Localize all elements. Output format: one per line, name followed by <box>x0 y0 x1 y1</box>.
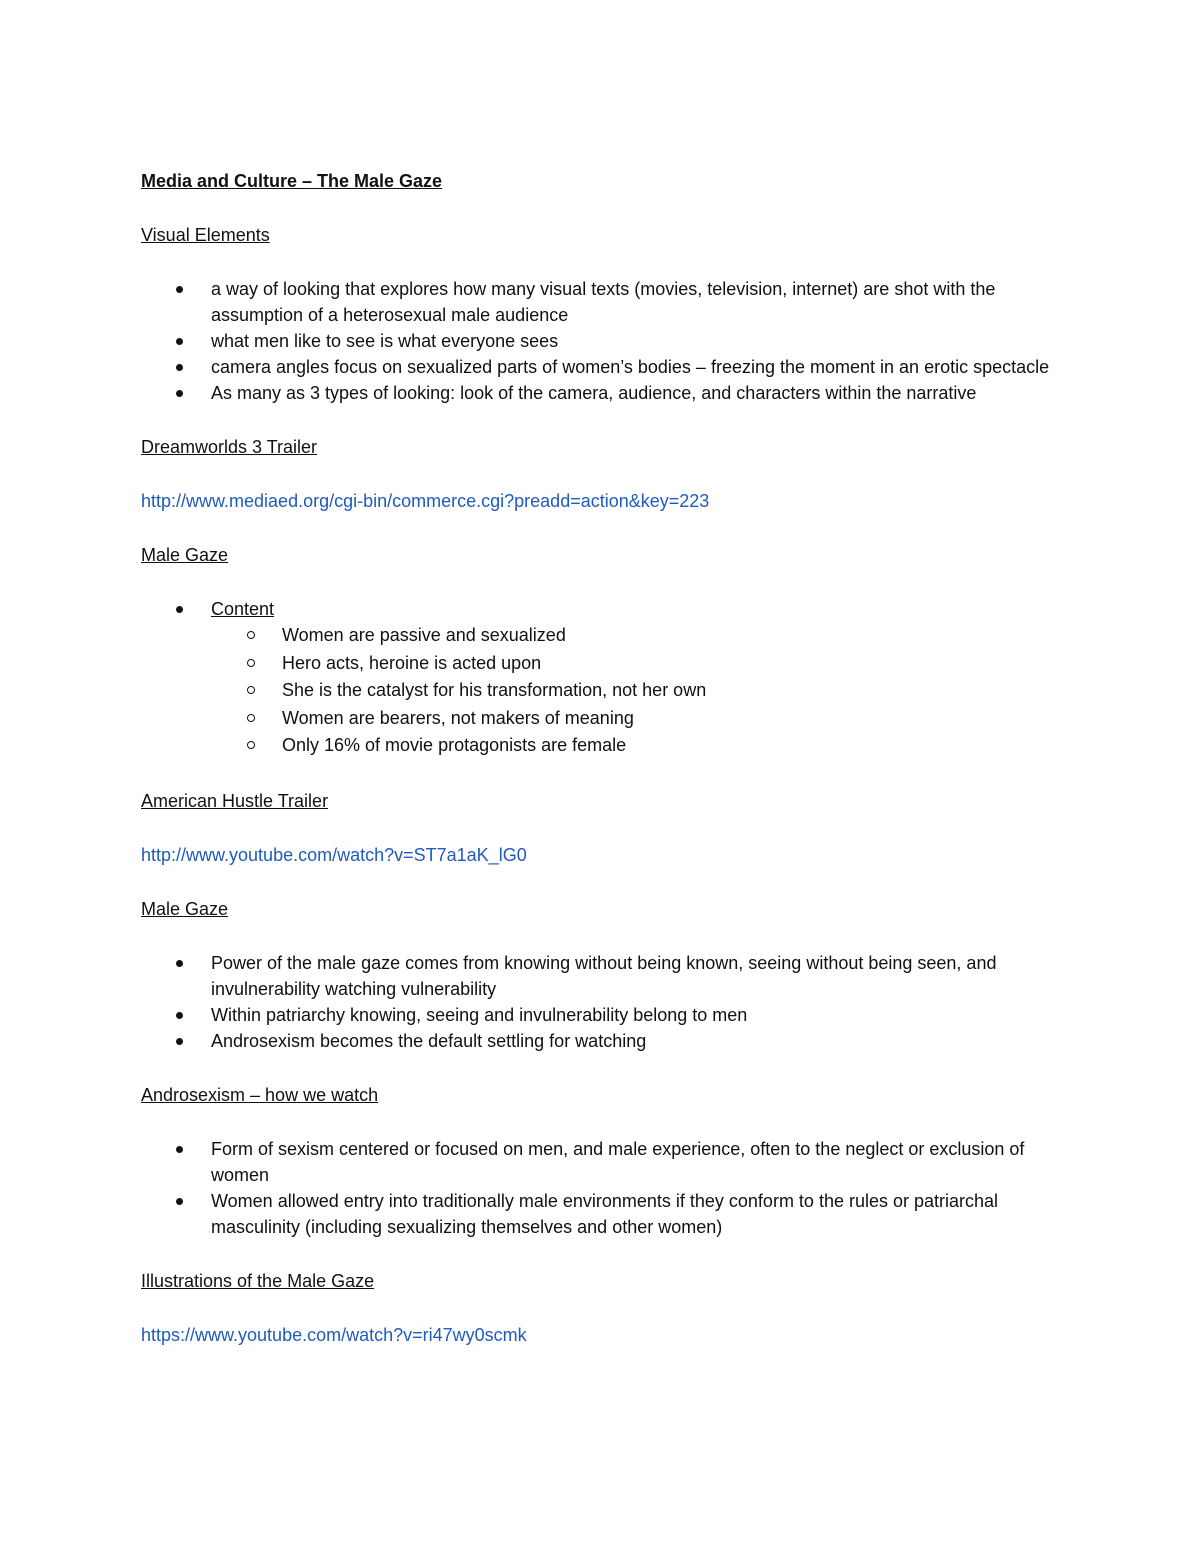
content-sub-list <box>211 622 1081 758</box>
heading-male-gaze-1: Male Gaze <box>141 545 229 565</box>
sub-list-item <box>211 677 1081 703</box>
list-item-text: a way of looking that explores how many visual texts (movies, television, internet) are shot with the assumption of a heterosexual male audience <box>211 279 996 325</box>
circle-bullet-icon <box>247 714 255 722</box>
circle-bullet-icon <box>247 686 255 694</box>
sub-list-item <box>211 622 1081 648</box>
visual-elements-list <box>141 276 1081 406</box>
illustrations-link[interactable]: https://www.youtube.com/watch?v=ri47wy0scmk <box>141 1324 527 1345</box>
list-item <box>141 596 1081 758</box>
list-item <box>141 1136 1081 1188</box>
circle-bullet-icon <box>247 741 255 749</box>
circle-bullet-icon <box>247 659 255 667</box>
heading-male-gaze-2: Male Gaze <box>141 898 229 919</box>
heading-american-hustle-trailer: American Hustle Trailer <box>141 790 329 811</box>
list-item-text: what men like to see is what everyone sees <box>211 331 559 351</box>
heading-dreamworlds-trailer: Dreamworlds 3 Trailer <box>141 437 318 457</box>
bullet-icon <box>176 1146 183 1153</box>
sub-list-item-text: Only 16% of movie protagonists are female <box>282 735 627 755</box>
document-body <box>141 168 1081 1348</box>
male-gaze-power-list <box>141 950 1081 1054</box>
list-item-text: Within patriarchy knowing, seeing and invulnerability belong to men <box>211 1004 748 1025</box>
list-item-text: Women allowed entry into traditionally male environments if they conform to the rules or patriarchal masculinity (including sexualizing themselves and other women) <box>211 1190 999 1237</box>
list-item <box>141 1002 1081 1028</box>
bullet-icon <box>176 1198 183 1205</box>
circle-bullet-icon <box>247 631 255 639</box>
bullet-icon <box>176 960 183 967</box>
bullet-icon <box>176 390 183 397</box>
sub-list-item-text: Women are passive and sexualized <box>282 625 566 645</box>
list-item-text: Form of sexism centered or focused on men, and male experience, often to the neglect or exclusion of women <box>211 1138 1025 1185</box>
list-item <box>141 328 1081 354</box>
bullet-icon <box>176 286 183 293</box>
male-gaze-content-list <box>141 596 1081 758</box>
sub-list-item-text: She is the catalyst for his transformation, not her own <box>282 680 707 700</box>
bullet-icon <box>176 1012 183 1019</box>
bullet-icon <box>176 338 183 345</box>
list-item-text: As many as 3 types of looking: look of the camera, audience, and characters within the narrative <box>211 383 977 403</box>
bullet-icon <box>176 606 183 613</box>
list-item <box>141 276 1081 328</box>
list-item-text: Androsexism becomes the default settling for watching <box>211 1030 647 1051</box>
bullet-icon <box>176 364 183 371</box>
sub-list-item-text: Hero acts, heroine is acted upon <box>282 652 542 673</box>
content-label: Content <box>211 599 275 619</box>
american-hustle-link[interactable]: http://www.youtube.com/watch?v=ST7a1aK_lG0 <box>141 844 527 865</box>
sub-list-item <box>211 705 1081 731</box>
list-item-text: camera angles focus on sexualized parts of women’s bodies – freezing the moment in an erotic spectacle <box>211 357 1050 377</box>
heading-visual-elements: Visual Elements <box>141 225 270 245</box>
list-item-text: Power of the male gaze comes from knowing without being known, seeing without being seen, and invulnerability watching vulnerability <box>211 952 997 999</box>
sub-list-item-text: Women are bearers, not makers of meaning <box>282 707 634 728</box>
list-item <box>141 1188 1081 1240</box>
sub-list-item <box>211 650 1081 676</box>
document-title: Media and Culture – The Male Gaze <box>141 171 443 191</box>
bullet-icon <box>176 1038 183 1045</box>
heading-androsexism: Androsexism – how we watch <box>141 1084 379 1105</box>
heading-illustrations: Illustrations of the Male Gaze <box>141 1270 375 1291</box>
androsexism-list <box>141 1136 1081 1240</box>
list-item <box>141 354 1081 380</box>
sub-list-item <box>211 732 1081 758</box>
list-item <box>141 380 1081 406</box>
dreamworlds-link[interactable]: http://www.mediaed.org/cgi-bin/commerce.cgi?preadd=action&key=223 <box>141 491 710 511</box>
list-item <box>141 1028 1081 1054</box>
list-item <box>141 950 1081 1002</box>
